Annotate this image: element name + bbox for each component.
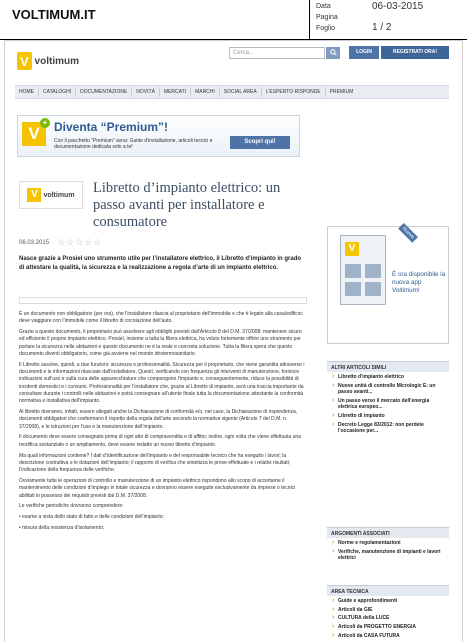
logo-mark: V — [17, 52, 32, 70]
similar-articles — [327, 361, 449, 439]
register-button[interactable]: REGISTRATI ORA! — [381, 46, 449, 59]
clipping-source: VOLTIMUM.IT — [0, 0, 310, 40]
list-item[interactable]: › Articoli da PROGETTO ENERGIA — [331, 624, 445, 631]
nav-novita[interactable]: NOVITÀ — [132, 87, 160, 97]
paragraph: Al libretto dovranno, infatti, essere allegati anche la Dichiarazione di conformità e/o, nel caso, la Dichiarazione di rispondenza, documenti obbligatori che confermano il rispetto della regola dell’arte secondo la normativa vigente (Articolo 7 del D.M. n. 37/2008), e le istruzioni per l’uso e la manutenzione dell’impianto. — [19, 409, 298, 430]
data-label: Data — [316, 3, 331, 10]
list-item[interactable]: › Libretto d'impianto elettrico — [331, 374, 445, 381]
nav-home[interactable]: HOME — [15, 87, 39, 97]
article-logo-mark: V — [27, 188, 41, 202]
list-item[interactable]: › Articoli da GIE — [331, 607, 445, 614]
list-item[interactable]: › Un passo verso il mercato dell'energia elettrica europeo... — [331, 398, 445, 411]
nav-premium[interactable]: PREMIUM — [329, 89, 354, 95]
pagina-label: Pagina — [316, 14, 338, 21]
article-lead: Nasce grazie a Prosiel uno strumento utile per l’installatore elettrico, il Libretto d’impianto in grado di attestare la qualità, la sicurezza e la realizzazione a regola d’arte di un impianto elettrico. — [19, 256, 302, 271]
banner-subtitle: Con il pacchetto “Premium” avrai: Guide d'installazione, articoli tecnici e documentazione dedicata solo a te! — [54, 138, 213, 150]
premium-banner[interactable] — [17, 115, 300, 157]
search-icon[interactable] — [326, 47, 340, 59]
paragraph: Grazie a questo documento, il proprietario può assolvere agli obblighi previsti dall’Articolo 8 del D.M. 37/2008: mantenere sicuro ed efficiente il proprio impianto elettrico. Prosiel, insieme a tutta la filiera elettrica, ha voluto fortemente offrire uno strumento per portare la sicurezza nelle abitazioni e questo documento ne è la reale e concreta soluzione. Tutta la filiera spera che questo documento diventi obbligatorio, come già avviene nel mondo idrotermosanitario. — [19, 329, 302, 357]
divider — [19, 297, 307, 304]
list-item[interactable]: › Norme e regolamentazioni — [331, 540, 445, 547]
section-heading: ALTRI ARTICOLI SIMILI — [327, 361, 449, 372]
nav-esperto-risponde[interactable]: L'ESPERTO RISPONDE — [262, 87, 326, 97]
foglio-label: Foglio — [316, 25, 336, 32]
article-title: Libretto d’impianto elettrico: un passo avanti per installatore e consumatore — [93, 180, 281, 230]
search-input[interactable]: Cerca... — [229, 47, 325, 59]
technical-area — [327, 585, 449, 642]
paragraph: È un documento non obbligatorio (per ora), che l’installatore rilascia al proprietario dell’immobile e che è legato alla casa/edificio: deve viaggiare con l’immobile come il libretto di circolazione dell’auto. — [19, 311, 304, 325]
nav-documentazione[interactable]: DOCUMENTAZIONE — [76, 87, 132, 97]
clipping-meta — [310, 0, 467, 40]
section-heading: AREA TECNICA — [327, 585, 449, 596]
nav-mercati[interactable]: MERCATI — [160, 87, 191, 97]
article-source-logo — [19, 181, 83, 209]
list-item[interactable]: › Guide e approfondimenti — [331, 598, 445, 605]
nav-cataloghi[interactable]: CATALOGHI — [39, 87, 76, 97]
list-item[interactable]: › Articoli da CASA FUTURA — [331, 633, 445, 640]
list-item[interactable]: › Decreto Legge 83/2012: non perdete l'occasione per... — [331, 422, 445, 435]
banner-logo-mark: V — [22, 122, 46, 146]
plus-icon: + — [40, 118, 50, 128]
app-logo-mark: V — [345, 242, 359, 256]
list-item[interactable]: › CULTURA della LUCE — [331, 615, 445, 622]
list-item[interactable]: › Libretto di impianto — [331, 413, 445, 420]
login-button[interactable]: LOGIN — [349, 46, 379, 59]
banner-button[interactable]: Scopri qui! — [230, 136, 290, 149]
paragraph: Le verifiche periodiche dovranno comprendere: — [19, 503, 124, 510]
tablet-image — [340, 235, 386, 305]
foglio-value: 1 / 2 — [372, 22, 392, 33]
new-badge: Nuova — [398, 223, 418, 243]
bullet-item: • esame a vista dello stato di fatto e delle condizioni dell’impianto; — [19, 514, 164, 521]
paragraph: Il documento deve essere consegnato prima di ogni atto di compravendita e di affitto; inoltre, ogni volta che viene effettuata una modifica sostanziale o un ampliamento, deve essere redatto un nuovo libretto d’impianto. — [19, 434, 301, 448]
promo-text: È ora disponibile la nuova app Voltimum! — [392, 271, 446, 294]
nav-marchi[interactable]: MARCHI — [191, 87, 220, 97]
rating-stars[interactable]: ☆☆☆☆☆ — [57, 237, 103, 247]
web-page — [4, 40, 463, 642]
article-body — [19, 311, 307, 536]
article-logo-text: voltimum — [43, 191, 75, 199]
list-item[interactable]: › Verifiche, manutenzione di impianti e lavori elettrici — [331, 549, 445, 562]
paragraph: Il Libretto assolve, quindi, a due funzioni: sicurezza e professionalità. Sicurezza per il proprietario, che viene garantita attraverso i documenti e le informazioni rilasciate dall’installatore. Questi, verificando con frequenza gli interventi di manutenzione, fornisce indicazioni sull’uso e sulla cura delle apparecchiature che compongono l’impianto e, conseguentemente, riduce la possibilità di incidenti domestici e i consumi. Professionalità per l’installatore che, grazie al Libretto di impianto, avrà una traccia importante da consultare durante i controlli nelle abitazioni e potrà consegnare all’utente finale tutta la documentazione attestante la conformità normativa e installativa dell’impianto. — [19, 361, 305, 405]
nav-social-area[interactable]: SOCIAL AREA — [220, 87, 262, 97]
data-value: 06-03-2015 — [372, 1, 424, 12]
paragraph: Ma quali informazioni contiene? I dati d’identificazione dell’impianto e del responsabile tecnico che ha eseguito i lavori; la descrizione costruttiva e le dotazioni dell’impianto; il rapporto di verifica che sintetizza le prove effettuate e i relativi risultati; l’indicazione della frequenza delle verifiche. — [19, 452, 291, 474]
bullet-item: • misura della resistenza d’isolamento; — [19, 524, 105, 531]
main-nav — [15, 85, 449, 99]
site-logo[interactable] — [17, 51, 79, 71]
section-heading: ARGOMENTI ASSOCIATI — [327, 527, 449, 538]
associated-topics — [327, 527, 449, 566]
paragraph: Ovviamente tutte le operazioni di controllo e manutenzione di un impianto elettrico rispondono allo scopo di accertarne il mantenimento delle condizioni d’impiego in totale sicurezza e dovranno essere eseguite esclusivamente da imprese o tecnici abilitati in possesso dei requisiti previsti dal D.M. 37/2008. — [19, 477, 296, 499]
article-date: 06.03.2015 — [19, 240, 50, 246]
logo-text: voltimum — [34, 55, 79, 67]
list-item[interactable]: › Nuove unità di controllo Micrologic E: un passo avanti... — [331, 383, 445, 396]
banner-title: Diventa “Premium”! — [54, 120, 169, 134]
app-promo[interactable] — [327, 226, 449, 344]
